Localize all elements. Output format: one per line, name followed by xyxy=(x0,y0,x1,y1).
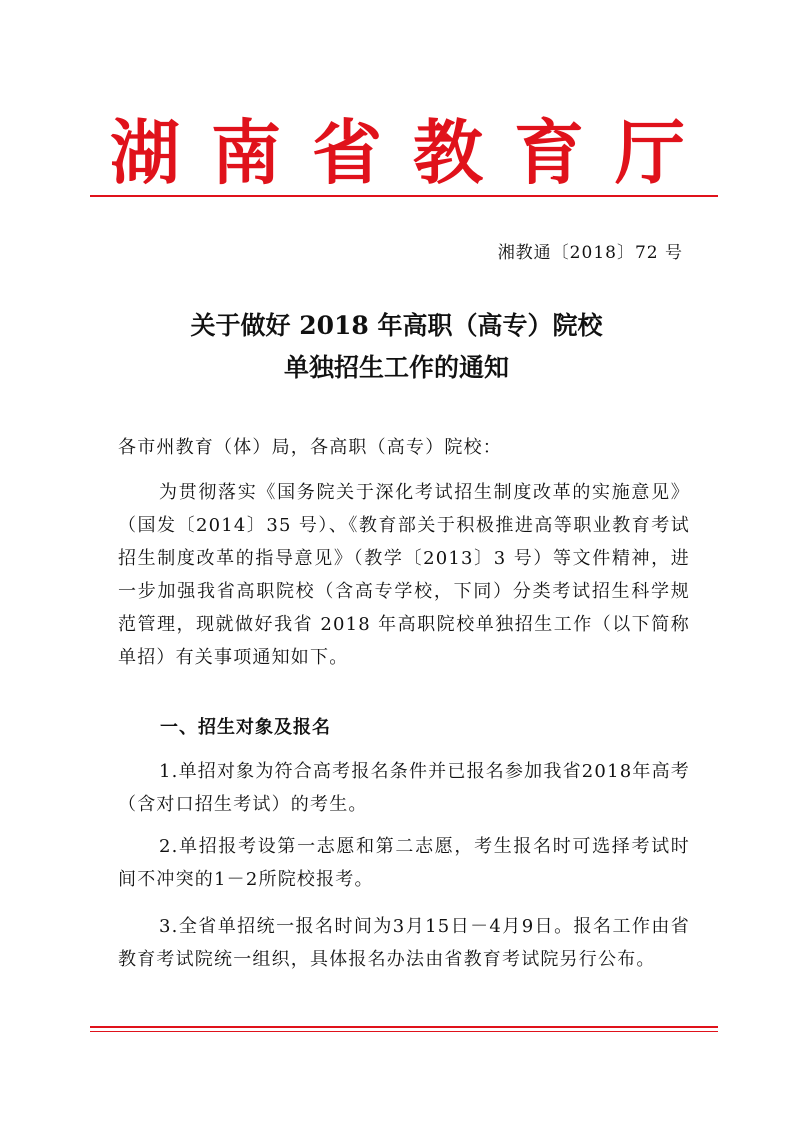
letterhead-char: 育 xyxy=(514,111,584,194)
document-title-line-2: 单独招生工作的通知 xyxy=(283,353,509,382)
list-item: 2.单招报考设第一志愿和第二志愿，考生报名时可选择考试时间不冲突的1－2所院校报考。 xyxy=(118,836,690,890)
section-heading: 一、招生对象及报名 xyxy=(160,717,331,738)
letterhead-char: 教 xyxy=(413,111,483,194)
letterhead-char: 南 xyxy=(211,111,281,194)
document-number: 湘教通〔2018〕72 号 xyxy=(497,243,683,263)
letterhead-red-rule xyxy=(90,195,718,197)
letterhead-char: 厅 xyxy=(615,111,685,194)
list-item: 3.全省单招统一报名时间为3月15日－4月9日。报名工作由省教育考试院统一组织，具体报名办法由省教育考试院另行公布。 xyxy=(118,916,690,970)
footer-red-rule-thick xyxy=(90,1026,718,1028)
footer-red-rule-thin xyxy=(90,1031,718,1032)
intro-paragraph: 为贯彻落实《国务院关于深化考试招生制度改革的实施意见》（国发〔2014〕35 号）、《教育部关于积极推进高等职业教育考试招生制度改革的指导意见》（教学〔2013〕3 号）等文件精神，进一步加强我省高职院校（含高专学校，下同）分类考试招生科学规范管理，现就做好我省 2018 年高职院校单独招生工作（以下简称单招）有关事项通知如下。 xyxy=(118,482,690,668)
letterhead-char: 湖 xyxy=(110,111,180,194)
list-item: 1.单招对象为符合高考报名条件并已报名参加我省2018年高考（含对口招生考试）的考生。 xyxy=(118,761,690,815)
salutation: 各市州教育（体）局，各高职（高专）院校： xyxy=(118,437,502,458)
issuer-letterhead xyxy=(110,108,685,198)
document-title-line-1: 关于做好 2018 年高职（高专）院校 xyxy=(190,311,603,340)
letterhead-char: 省 xyxy=(312,111,382,194)
